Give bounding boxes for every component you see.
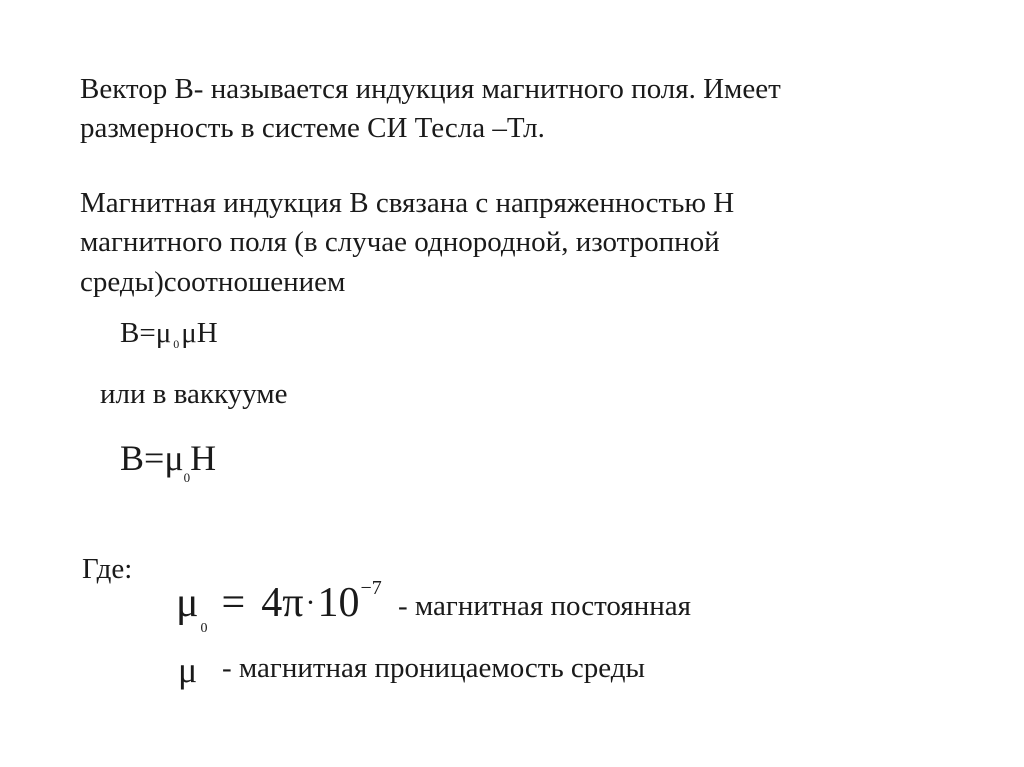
mu0-subscript: 0 bbox=[200, 621, 208, 636]
formula-vacuum-rhs: Н bbox=[190, 438, 217, 478]
relation-line-1: Магнитная индукция В связана с напряженностью Н bbox=[80, 187, 735, 219]
mu0-symbol: μ bbox=[176, 580, 199, 626]
mu-symbol: μ bbox=[178, 650, 198, 690]
definition-line-2: размерность в системе СИ Тесла –Тл. bbox=[80, 112, 545, 145]
where-label: Где: bbox=[82, 553, 133, 585]
mu-description: - магнитная проницаемость среды bbox=[222, 652, 646, 684]
mu0-base: 10 bbox=[317, 580, 360, 626]
mu0-value: 4π bbox=[261, 580, 304, 626]
relation-paragraph bbox=[80, 184, 734, 302]
mu0-formula bbox=[176, 578, 382, 636]
mu0-dot: · bbox=[305, 586, 316, 619]
mu0-exponent: −7 bbox=[360, 577, 382, 599]
mu0-equals: = bbox=[221, 580, 246, 626]
formula-medium-lhs: В=μ bbox=[120, 317, 172, 349]
relation-line-2: магнитного поля (в случае однородной, изотропной bbox=[80, 226, 720, 259]
formula-vacuum bbox=[120, 440, 216, 484]
definition-paragraph bbox=[80, 70, 781, 149]
vacuum-label: или в ваккууме bbox=[100, 378, 288, 410]
formula-medium bbox=[120, 319, 218, 350]
mu0-description: - магнитная постоянная bbox=[398, 590, 691, 622]
formula-medium-rhs: μН bbox=[181, 317, 218, 349]
formula-vacuum-lhs: В=μ bbox=[120, 438, 184, 478]
formula-vacuum-subscript: 0 bbox=[183, 470, 191, 485]
relation-line-3: среды)соотношением bbox=[80, 265, 346, 298]
formula-medium-subscript: 0 bbox=[173, 337, 180, 351]
definition-line-1: Вектор В- называется индукция магнитного поля. Имеет bbox=[80, 73, 781, 105]
